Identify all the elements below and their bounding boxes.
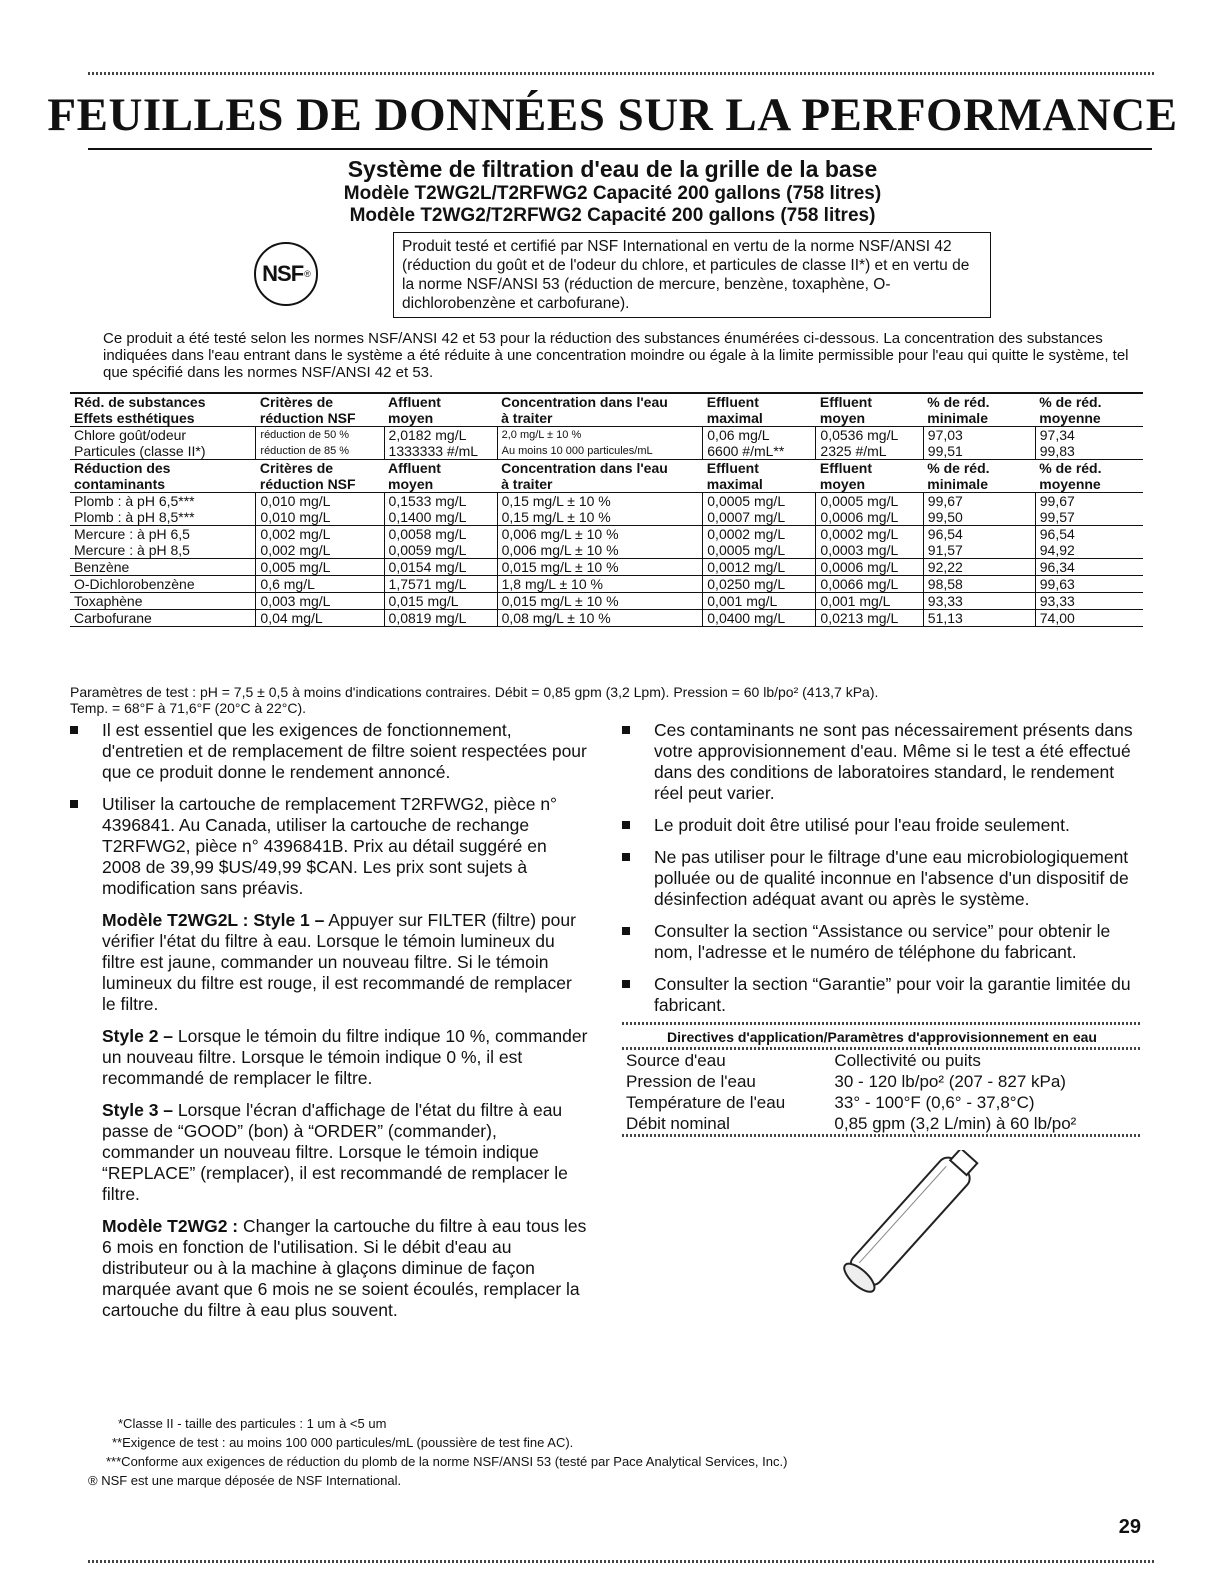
table-row [70,593,1143,610]
app-label: Source d'eau [626,1051,726,1070]
page-title: FEUILLES DE DONNÉES SUR LA PERFORMANCE [47,89,1178,141]
left-column [70,720,590,1332]
bullet-square-icon [70,800,78,808]
column-header: Concentration dans l'eau à traiter [501,460,668,492]
table-cell: 0,0819 mg/L [384,610,497,627]
title-rule [88,148,1152,150]
table-cell: 0,0005 mg/L 0,0007 mg/L [703,493,816,526]
table-cell: 0,08 mg/L ± 10 % [497,610,703,627]
table-cell: 0,04 mg/L [256,610,384,627]
table-cell: 0,1533 mg/L 0,1400 mg/L [384,493,497,526]
style-1-paragraph: Modèle T2WG2L : Style 1 – Appuyer sur FILTER (filtre) pour vérifier l'état du filtre à eau. Lorsque le témoin lumineux du filtre est jaune, commander un nouveau filtre. Si le témoin lumineux du filtre est rouge, il est recommandé de remplacer le filtre. [102,910,576,1014]
table-cell: 97,03 99,51 [923,427,1035,460]
table-cell: 0,0058 mg/L 0,0059 mg/L [384,526,497,559]
table-cell: 99,67 99,57 [1035,493,1143,526]
top-dotted-rule [88,72,1155,75]
column-header: Effluent moyen [819,460,873,492]
table-cell: 2,0182 mg/L 1333333 #/mL [384,427,497,460]
column-header: % de réd. minimale [923,393,1035,427]
column-header: Critères de réduction NSF [259,460,356,492]
column-header: Affluent moyen [384,393,497,427]
column-header: Effluent maximal [706,460,763,492]
column-header: Critères de réduction NSF [256,393,384,427]
app-row [622,1113,1142,1134]
app-row [622,1050,1142,1071]
table-cell: 0,005 mg/L [256,559,384,576]
right-bullet-3: Ne pas utiliser pour le filtrage d'une eau microbiologiquement polluée ou de qualité inconnue en l'absence d'un dispositif de désinfection adéquat avant ou après le système. [622,847,1142,910]
nsf-logo-icon: NSF ® [254,242,318,306]
column-header: % de réd. moyenne [1035,393,1143,427]
table-row [70,610,1143,627]
footnote-3: ***Conforme aux exigences de réduction du plomb de la norme NSF/ANSI 53 (testé par Pace Analytical Services, Inc.) [106,1454,788,1469]
system-subtitle: Système de filtration d'eau de la grille de la base [347,156,878,182]
table-cell: 0,002 mg/L 0,002 mg/L [256,526,384,559]
table-cell: 0,0400 mg/L [703,610,816,627]
model-line-2: Modèle T2WG2/T2RFWG2 Capacité 200 gallons (758 litres) [349,205,876,226]
right-column [622,720,1142,1027]
table-cell: 0,0154 mg/L [384,559,497,576]
footnotes [88,1414,787,1490]
bullet-square-icon [622,980,630,988]
table-cell: 0,001 mg/L [816,593,923,610]
filter-cartridge-image [830,1150,980,1310]
table-cell: 0,006 mg/L ± 10 % 0,006 mg/L ± 10 % [497,526,703,559]
column-header: Réduction des contaminants [74,460,171,492]
table-cell: 0,0006 mg/L [816,559,923,576]
bottom-dotted-rule [88,1560,1155,1563]
table-cell: 0,0066 mg/L [816,576,923,593]
app-value: 30 - 120 lb/po² (207 - 827 kPa) [834,1072,1066,1091]
column-header: Réd. de substances Effets esthétiques [70,393,256,427]
table-cell: 0,015 mg/L ± 10 % [497,559,703,576]
style-3-paragraph: Style 3 – Lorsque l'écran d'affichage de l'état du filtre à eau passe de “GOOD” (bon) à “ORDER” (commander), commander un nouveau filtre. Lorsque le témoin indique “REPLACE” (remplacer), il est recommandé de remplacer le filtre. [102,1100,568,1204]
table-cell: 0,06 mg/L 6600 #/mL** [703,427,816,460]
dotted-rule [622,1134,1142,1137]
table-cell: 0,015 mg/L [384,593,497,610]
table-cell: 0,15 mg/L ± 10 % 0,15 mg/L ± 10 % [497,493,703,526]
footnote-4: ® NSF est une marque déposée de NSF International. [88,1473,402,1488]
right-bullet-4: Consulter la section “Assistance ou service” pour obtenir le nom, l'adresse et le numéro de téléphone du fabricant. [622,921,1142,963]
right-bullet-1: Ces contaminants ne sont pas nécessairement présents dans votre approvisionnement d'eau. Même si le test a été effectué dans des conditions de laboratoires standard, le rendement réel peut varier. [622,720,1142,804]
app-row [622,1071,1142,1092]
table-cell: Mercure : à pH 6,5 Mercure : à pH 8,5 [70,526,256,559]
table-cell: 99,63 [1035,576,1143,593]
bullet-square-icon [622,853,630,861]
table-cell: 93,33 [1035,593,1143,610]
app-value: 33° - 100°F (0,6° - 37,8°C) [834,1093,1035,1112]
column-header: Effluent maximal [703,393,816,427]
table-cell: 1,8 mg/L ± 10 % [497,576,703,593]
table-cell: 0,0002 mg/L 0,0005 mg/L [703,526,816,559]
column-header: Affluent moyen [388,460,441,492]
bullet-square-icon [622,726,630,734]
table-cell: Toxaphène [70,593,256,610]
right-bullet-5: Consulter la section “Garantie” pour voir la garantie limitée du fabricant. [622,974,1142,1016]
column-header: % de réd. minimale [927,460,990,492]
table-cell: O-Dichlorobenzène [70,576,256,593]
table-cell: Plomb : à pH 6,5*** Plomb : à pH 8,5*** [70,493,256,526]
table-cell: 0,0536 mg/L 2325 #/mL [816,427,923,460]
table-cell: 0,0002 mg/L 0,0003 mg/L [816,526,923,559]
table-row [70,427,1143,460]
intro-paragraph: Ce produit a été testé selon les normes NSF/ANSI 42 et 53 pour la réduction des substances énumérées ci-dessous. La concentration des substances indiquées dans l'eau entrant dans le système a été réduite à une concentration moindre ou égale à la limite permissible pour l'eau qui quitte le système, tel que spécifié dans les normes NSF/ANSI 42 et 53. [103,330,1129,381]
table-cell: 0,0012 mg/L [703,559,816,576]
table-cell: 0,0250 mg/L [703,576,816,593]
table-cell: 51,13 [923,610,1035,627]
table-cell: 97,34 99,83 [1035,427,1143,460]
app-value: Collectivité ou puits [834,1051,981,1070]
performance-table [70,392,1143,627]
app-label: Température de l'eau [626,1093,786,1112]
table-row [70,559,1143,576]
table-cell: 0,003 mg/L [256,593,384,610]
footnote-2: **Exigence de test : au moins 100 000 particules/mL (poussière de test fine AC). [112,1435,574,1450]
bullet-square-icon [70,726,78,734]
style-2-paragraph: Style 2 – Lorsque le témoin du filtre indique 10 %, commander un nouveau filtre. Lorsque le témoin indique 0 %, il est recommandé de remplacer le filtre. [102,1026,588,1088]
left-bullet-2: Utiliser la cartouche de remplacement T2RFWG2, pièce n° 4396841. Au Canada, utiliser la cartouche de rechange T2RFWG2, pièce n° 4396841B. Prix au détail suggéré en 2008 de 39,99 $US/49,99 $CAN. Les prix sont sujets à modification sans préavis. [70,794,590,899]
app-label: Pression de l'eau [626,1072,756,1091]
table-cell: réduction de 50 % réduction de 85 % [256,427,384,460]
table-cell: 2,0 mg/L ± 10 % Au moins 10 000 particules/mL [497,427,703,460]
table-cell: 0,001 mg/L [703,593,816,610]
bullet-square-icon [622,821,630,829]
table-cell: 96,54 94,92 [1035,526,1143,559]
app-label: Débit nominal [626,1114,730,1133]
table-cell: 0,6 mg/L [256,576,384,593]
model-line-1: Modèle T2WG2L/T2RFWG2 Capacité 200 gallons (758 litres) [343,183,882,204]
table-row [70,526,1143,559]
table-cell: 92,22 [923,559,1035,576]
footnote-1: *Classe II - taille des particules : 1 um à <5 um [118,1416,387,1431]
table-cell: Carbofurane [70,610,256,627]
app-row [622,1092,1142,1113]
page-number: 29 [1118,1516,1141,1538]
certification-box: Produit testé et certifié par NSF International en vertu de la norme NSF/ANSI 42 (réduction du goût et de l'odeur du chlore, et particules de classe II*) et en vertu de la norme NSF/ANSI 53 (réduction de mercure, benzène, toxaphène, O-dichlorobenzène et carbofurane). [393,232,991,318]
table-cell: 0,0213 mg/L [816,610,923,627]
bullet-square-icon [622,927,630,935]
table-cell: 1,7571 mg/L [384,576,497,593]
right-bullet-2: Le produit doit être utilisé pour l'eau froide seulement. [622,815,1142,836]
application-guidelines [622,1022,1142,1137]
table-header-row [70,393,1143,427]
app-value: 0,85 gpm (3,2 L/min) à 60 lb/po² [834,1114,1077,1133]
table-cell: Chlore goût/odeur Particules (classe II*) [70,427,256,460]
table-cell: 99,67 99,50 [923,493,1035,526]
table-cell: 0,015 mg/L ± 10 % [497,593,703,610]
column-header: % de réd. moyenne [1039,460,1102,492]
table-row [70,576,1143,593]
table-cell: 96,34 [1035,559,1143,576]
model-t2wg2-paragraph: Modèle T2WG2 : Changer la cartouche du filtre à eau tous les 6 mois en fonction de l'utilisation. Si le débit d'eau au distributeur ou à la machine à glaçons diminue de façon marquée avant que 6 mois ne se soient écoulés, remplacer la cartouche du filtre à eau plus souvent. [102,1216,587,1320]
table-cell: 0,010 mg/L 0,010 mg/L [256,493,384,526]
table-cell: Benzène [70,559,256,576]
test-parameters: Paramètres de test : pH = 7,5 ± 0,5 à moins d'indications contraires. Débit = 0,85 gpm (3,2 Lpm). Pression = 60 lb/po² (413,7 kPa). Temp. = 68°F à 71,6°F (20°C à 22°C). [70,684,879,716]
column-header: Effluent moyen [816,393,923,427]
table-cell: 93,33 [923,593,1035,610]
table-cell: 0,0005 mg/L 0,0006 mg/L [816,493,923,526]
column-header: Concentration dans l'eau à traiter [497,393,703,427]
table-row [70,493,1143,526]
application-guidelines-header: Directives d'application/Paramètres d'approvisionnement en eau [667,1029,1097,1045]
table-cell: 98,58 [923,576,1035,593]
table-cell: 96,54 91,57 [923,526,1035,559]
table-header-row [70,460,1143,493]
left-bullet-1: Il est essentiel que les exigences de fonctionnement, d'entretien et de remplacement de filtre soient respectées pour que ce produit donne le rendement annoncé. [70,720,590,783]
table-cell: 74,00 [1035,610,1143,627]
